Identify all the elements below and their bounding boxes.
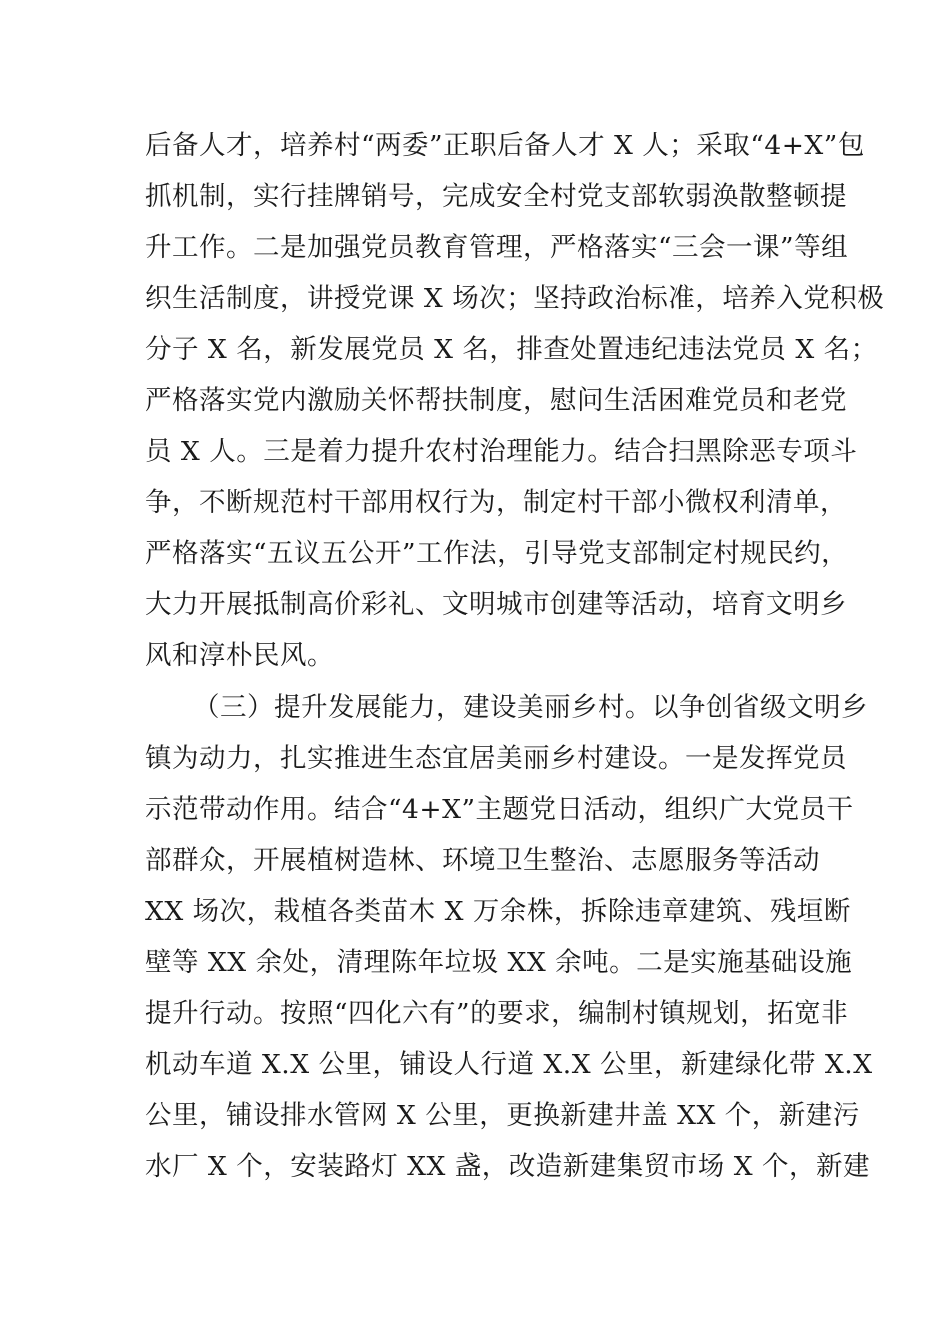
paragraph-2 — [145, 682, 873, 1192]
paragraph-1-line: 织生活制度，讲授党课 X 场次；坚持政治标准，培养入党积极 — [145, 283, 885, 314]
paragraph-1-line: 大力开展抵制高价彩礼、文明城市创建等活动，培育文明乡 — [145, 589, 847, 620]
paragraph-2-line: 镇为动力，扎实推进生态宜居美丽乡村建设。一是发挥党员 — [145, 743, 847, 774]
paragraph-2-line: XX 场次，栽植各类苗木 X 万余株，拆除违章建筑、残垣断 — [145, 896, 851, 927]
paragraph-1-line: 争，不断规范村干部用权行为，制定村干部小微权利清单， — [145, 487, 847, 518]
paragraph-1-line: 风和淳朴民风。 — [145, 640, 334, 671]
paragraph-1 — [145, 120, 885, 681]
paragraph-2-line: （三）提升发展能力，建设美丽乡村。以争创省级文明乡 — [193, 692, 868, 723]
paragraph-1-line: 严格落实党内激励关怀帮扶制度，慰问生活困难党员和老党 — [145, 385, 847, 416]
paragraph-1-line: 升工作。二是加强党员教育管理，严格落实“三会一课”等组 — [145, 232, 849, 263]
paragraph-1-line: 分子 X 名，新发展党员 X 名，排查处置违纪违法党员 X 名； — [145, 334, 878, 365]
paragraph-2-line: 水厂 X 个，安装路灯 XX 盏，改造新建集贸市场 X 个，新建 — [145, 1151, 871, 1182]
paragraph-1-line: 严格落实“五议五公开”工作法，引导党支部制定村规民约， — [145, 538, 849, 569]
paragraph-1-line: 抓机制，实行挂牌销号，完成安全村党支部软弱涣散整顿提 — [145, 181, 847, 212]
paragraph-2-line: 提升行动。按照“四化六有”的要求，编制村镇规划，拓宽非 — [145, 998, 849, 1029]
paragraph-2-line: 示范带动作用。结合“4+X”主题党日活动，组织广大党员干 — [145, 794, 854, 825]
paragraph-2-line: 公里，铺设排水管网 X 公里，更换新建井盖 XX 个，新建污 — [145, 1100, 860, 1131]
paragraph-2-line: 部群众，开展植树造林、环境卫生整治、志愿服务等活动 — [145, 845, 820, 876]
paragraph-1-line: 后备人才，培养村“两委”正职后备人才 X 人；采取“4+X”包 — [145, 130, 865, 161]
paragraph-1-line: 员 X 人。三是着力提升农村治理能力。结合扫黑除恶专项斗 — [145, 436, 858, 467]
paragraph-2-line: 机动车道 X.X 公里，铺设人行道 X.X 公里，新建绿化带 X.X — [145, 1049, 873, 1080]
paragraph-2-line: 壁等 XX 余处，清理陈年垃圾 XX 余吨。二是实施基础设施 — [145, 947, 853, 978]
